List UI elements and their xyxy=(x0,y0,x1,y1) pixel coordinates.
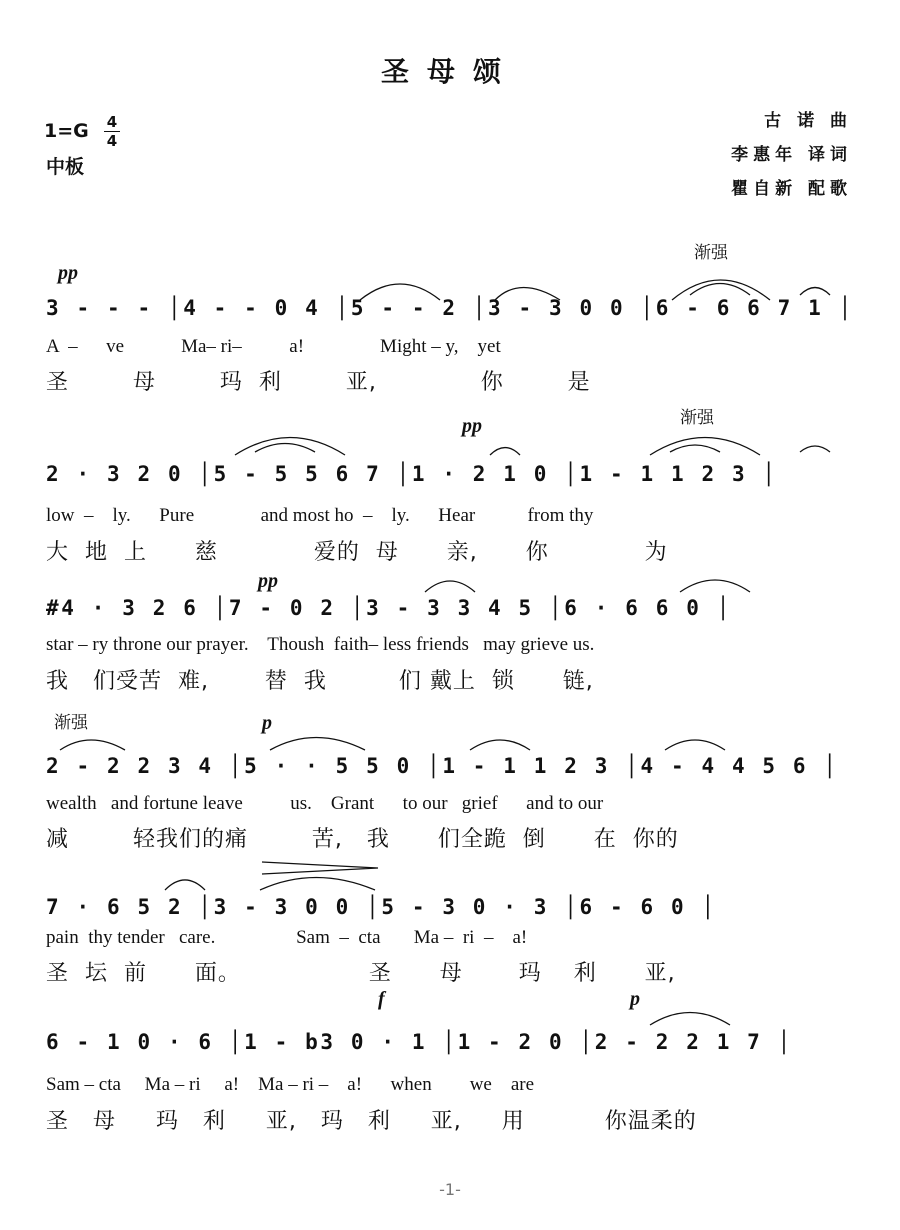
key-signature: 1=G xyxy=(44,120,89,142)
chinese-lyrics: 减 轻我们的痛 苦, 我 们全跪 倒 在 你的 xyxy=(46,827,679,852)
chinese-lyrics: 圣 坛 前 面。 圣 母 玛 利 亚, xyxy=(46,961,676,986)
dynamic-marking: p xyxy=(630,988,640,1010)
notation-line: #4 · 3 2 6 │7 - 0 2 │3 - 3 3 4 5 │6 · 6 6 0 │ xyxy=(46,596,732,620)
notation-line: 6 - 1 0 · 6 │1 - b3 0 · 1 │1 - 2 0 │2 - 2 2 1 7 │ xyxy=(46,1030,793,1054)
english-lyrics: wealth and fortune leave us. Grant to our grief and to our xyxy=(46,793,604,814)
slur xyxy=(260,878,375,891)
dynamic-marking: p xyxy=(262,712,272,734)
notation-line: 7 · 6 5 2 │3 - 3 0 0 │5 - 3 0 · 3 │6 - 6 0 │ xyxy=(46,895,717,919)
crescendo-marking: 渐强 xyxy=(54,713,88,733)
slur xyxy=(270,738,365,751)
chinese-lyrics: 大 地 上 慈 爱的 母 亲, 你 为 xyxy=(46,540,668,565)
slur xyxy=(690,284,750,296)
tempo-marking: 中板 xyxy=(46,156,85,178)
slur xyxy=(490,448,520,456)
time-signature xyxy=(104,114,120,149)
english-lyrics: low – ly. Pure and most ho – ly. Hear from thy xyxy=(46,505,594,526)
dynamic-marking: f xyxy=(378,988,385,1010)
crescendo-marking: 渐强 xyxy=(680,408,714,428)
credit-composer: 古 诺 曲 xyxy=(764,111,852,131)
notation-line: 3 - - - │4 - - 0 4 │5 - - 2 │3 - 3 0 0 │6 - 6 6 7 1 │ xyxy=(46,296,854,320)
dynamic-marking: pp xyxy=(58,262,78,284)
slur xyxy=(670,445,720,452)
notation-line: 2 - 2 2 3 4 │5 · · 5 5 0 │1 - 1 1 2 3 │4 - 4 4 5 6 │ xyxy=(46,754,839,778)
slur xyxy=(650,438,760,456)
chinese-lyrics: 我 们受苦 难, 替 我 们 戴上 锁 链, xyxy=(46,669,594,694)
credit-arranger: 瞿自新 配歌 xyxy=(731,179,852,199)
english-lyrics: A – ve Ma– ri– a! Might – y, yet xyxy=(46,336,501,357)
chinese-lyrics: 圣 母 玛 利 亚, 玛 利 亚, 用 你温柔的 xyxy=(46,1109,697,1134)
slur xyxy=(425,581,475,592)
crescendo-marking: 渐强 xyxy=(694,243,728,263)
slur xyxy=(235,438,345,456)
english-lyrics: star – ry throne our prayer. Thoush faith– less friends may grieve us. xyxy=(46,634,595,655)
slur xyxy=(650,1013,730,1026)
slur xyxy=(255,444,315,453)
slur xyxy=(800,288,830,296)
slur xyxy=(165,880,205,890)
dynamic-marking: pp xyxy=(258,570,278,592)
english-lyrics: Sam – cta Ma – ri a! Ma – ri – a! when we are xyxy=(46,1074,535,1095)
english-lyrics: pain thy tender care. Sam – cta Ma – ri – a! xyxy=(46,927,528,948)
meter-top: 4 xyxy=(106,113,118,131)
credit-translator: 李惠年 译词 xyxy=(731,145,852,165)
slur xyxy=(800,446,830,452)
page-number: -1- xyxy=(439,1180,461,1199)
slur xyxy=(60,740,125,750)
slur xyxy=(665,740,725,750)
slur xyxy=(680,580,750,592)
hairpin xyxy=(262,862,378,874)
chinese-lyrics: 圣 母 玛 利 亚, 你 是 xyxy=(46,370,591,395)
dynamic-marking: pp xyxy=(462,415,482,437)
song-title: 圣母颂 xyxy=(380,55,519,88)
slur xyxy=(470,740,530,750)
notation-line: 2 · 3 2 0 │5 - 5 5 6 7 │1 · 2 1 0 │1 - 1 1 2 3 │ xyxy=(46,462,778,486)
meter-bottom: 4 xyxy=(106,132,118,150)
